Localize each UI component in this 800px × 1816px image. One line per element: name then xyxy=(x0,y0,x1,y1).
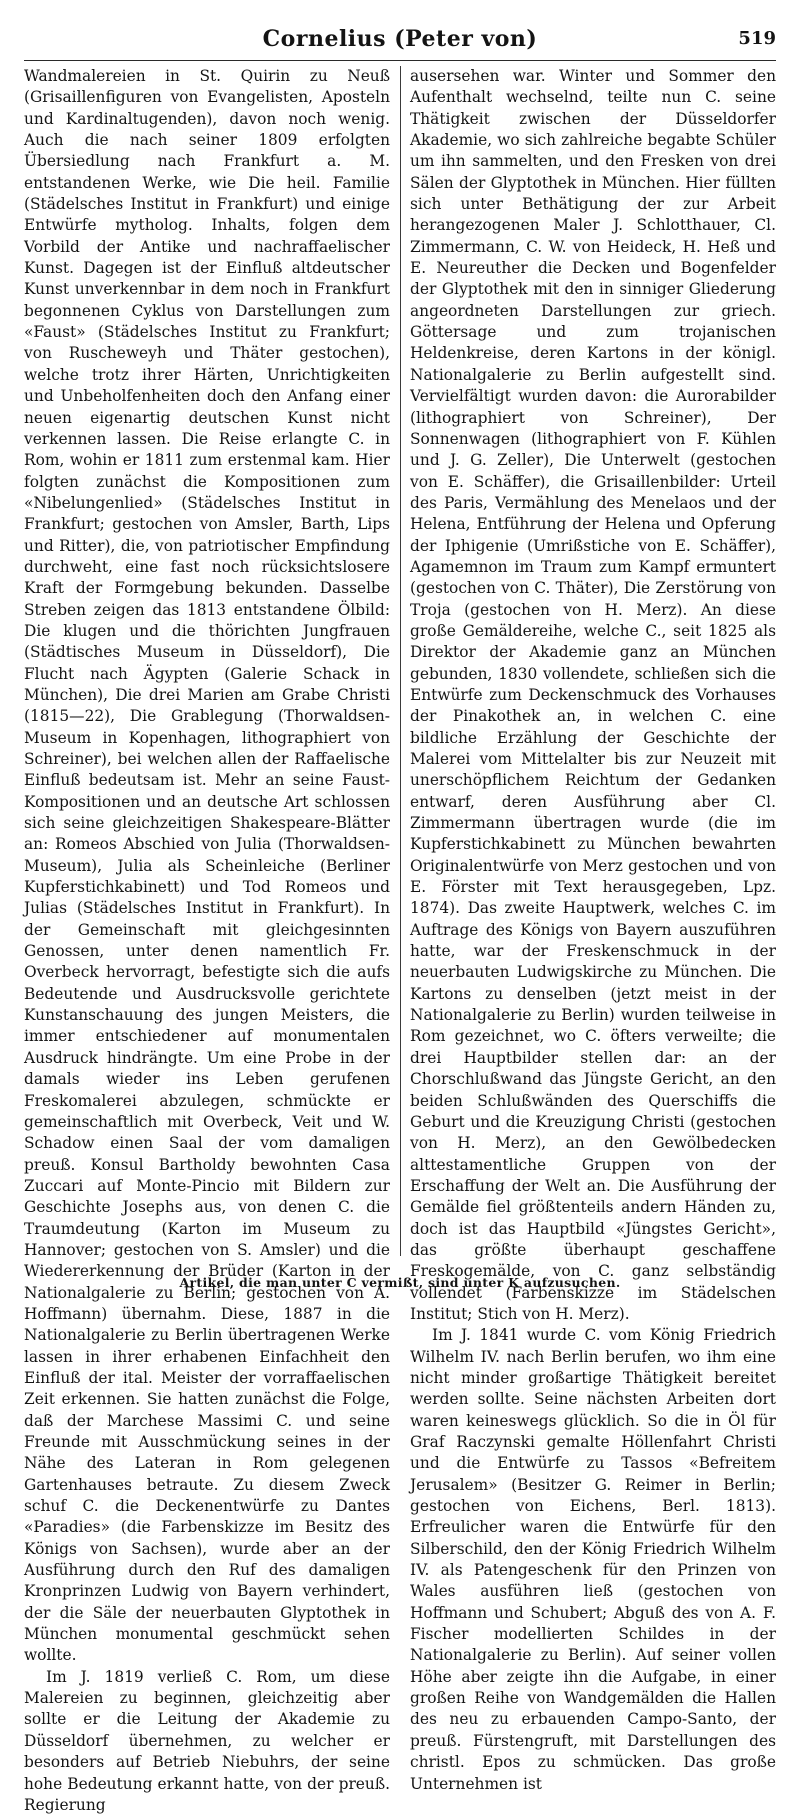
page-number: 519 xyxy=(738,28,776,49)
paragraph: Im J. 1819 verließ C. Rom, um diese Malereien zu beginnen, gleichzeitig aber sollte er die Leitung der Akademie zu Düsseldorf übernehmen, zu welcher er besonders auf Betrieb Niebuhrs, der seine hohe Bedeutung erkannt hatte, von der preuß. Regierung xyxy=(24,1667,390,1814)
footer-note: Artikel, die man unter C vermißt, sind unter K aufzusuchen. xyxy=(179,1275,621,1290)
column-divider xyxy=(400,66,401,1256)
right-column xyxy=(410,66,776,1793)
paragraph: ausersehen war. Winter und Sommer den Aufenthalt wechselnd, teilte nun C. seine Thätigkeit zwischen der Düsseldorfer Akademie, wo sich zahlreiche begabte Schüler um ihn sammelten, und den Fresken von drei Sälen der Glyptothek in München. Hier füllten sich unter Bethätigung der zur Arbeit herangezogenen Maler J. Schlotthauer, Cl. Zimmermann, C. W. von Heideck, H. Heß und E. Neureuther die Decken und Bogenfelder der Glyptothek mit den in sinniger Gliederung angeordneten Darstellungen zur griech. Göttersage und zum trojanischen Heldenkreise, deren Kartons in der königl. Nationalgalerie zu Berlin aufgestellt sind. Vervielfältigt wurden davon: die Aurorabilder (lithographiert von Schreiner), Der Sonnenwagen (lithographiert von F. Kühlen und J. G. Zeller), Die Unterwelt (gestochen von E. Schäffer), die Grisaillenbilder: Urteil des Paris, Vermählung des Menelaos und der Helena, Entführung der Helena und Opferung der Iphigenie (Umrißstiche von E. Schäffer), Agamemnon im Traum zum Kampf ermuntert (gestochen von C. Thäter), Die Zerstörung von Troja (gestochen von H. Merz). An diese große Gemäldereihe, welche C., seit 1825 als Direktor der Akademie ganz an München gebunden, 1830 vollendete, schließen sich die Entwürfe zum Deckenschmuck des Vorhauses der Pinakothek an, in welchen C. eine bildliche Erzählung der Geschichte der Malerei vom Mittelalter bis zur Neuzeit mit unerschöpflichem Reichtum der Gedanken entwarf, deren Ausführung aber Cl. Zimmermann übertragen wurde (die im Kupferstichkabinett zu München bewahrten Originalentwürfe von Merz gestochen und von E. Förster mit Text herausgegeben, Lpz. 1874). Das zweite Hauptwerk, welches C. im Auftrage des Königs von Bayern auszuführen hatte, war der Freskenschmuck in der neuerbauten Ludwigskirche zu München. Die Kartons zu denselben (jetzt meist in der Nationalgalerie zu Berlin) wurden teilweise in Rom gezeichnet, wo C. öfters verweilte; die drei Hauptbilder stellen dar: an der Chorschlußwand das Jüngste Gericht, an den beiden Schlußwänden des Querschiffs die Geburt und die Kreuzigung Christi (gestochen von H. Merz), an den Gewölbedecken alttestamentliche Gruppen von der Erschaffung der Welt an. Die Ausführung der Gemälde fiel größtenteils andern Händen zu, doch ist das Hauptbild «Jüngstes Gericht», das größte überhaupt geschaffene Freskogemälde, von C. ganz selbständig vollendet (Farbenskizze im Städelschen Institut; Stich von H. Merz). xyxy=(410,67,776,1323)
paragraph: Im J. 1841 wurde C. vom König Friedrich Wilhelm IV. nach Berlin berufen, wo ihm eine nicht minder großartige Thätigkeit bereitet werden sollte. Seine nächsten Arbeiten dort waren keineswegs glücklich. So die in Öl für Graf Raczynski gemalte Höllenfahrt Christi und die Entwürfe zu Tassos «Befreitem Jerusalem» (Besitzer G. Reimer in Berlin; gestochen von Eichens, Berl. 1813). Erfreulicher waren die Entwürfe für den Silberschild, den der König Friedrich Wilhelm IV. als Patengeschenk für den Prinzen von Wales ausführen ließ (gestochen von Hoffmann und Schubert; Abguß des von A. F. Fischer modellierten Schildes in der Nationalgalerie zu Berlin). Auf seiner vollen Höhe aber zeigte ihn die Aufgabe, in einer großen Reihe von Wandgemälden die Hallen des neu zu erbauenden Campo-Santo, der preuß. Fürstengruft, mit Darstellungen des christl. Epos zu schmücken. Das große Unternehmen ist xyxy=(410,1326,776,1793)
left-column xyxy=(24,66,390,1814)
page-header xyxy=(24,26,776,56)
running-title: Cornelius (Peter von) xyxy=(262,26,538,52)
header-rule xyxy=(24,60,776,61)
paragraph: Wandmalereien in St. Quirin zu Neuß (Grisaillenfiguren von Evangelisten, Aposteln und Kardinaltugenden), davon noch wenig. Auch die nach seiner 1809 erfolgten Übersiedlung nach Frankfurt a. M. entstandenen Werke, wie Die heil. Familie (Städelsches Institut in Frankfurt) und einige Entwürfe mytholog. Inhalts, folgen dem Vorbild der Antike und nachraffaelischer Kunst. Dagegen ist der Einfluß altdeutscher Kunst unverkennbar in dem noch in Frankfurt begonnenen Cyklus von Darstellungen zum «Faust» (Städelsches Institut zu Frankfurt; von Ruscheweyh und Thäter gestochen), welche trotz ihrer Härten, Unrichtigkeiten und Unbeholfenheiten doch den Anfang einer neuen eigenartig deutschen Kunst nicht verkennen lassen. Die Reise erlangte C. in Rom, wohin er 1811 zum erstenmal kam. Hier folgten zunächst die Kompositionen zum «Nibelungenlied» (Städelsches Institut in Frankfurt; gestochen von Amsler, Barth, Lips und Ritter), die, von patriotischer Empfindung durchweht, eine fast noch rücksichtslosere Kraft der Formgebung bekunden. Dasselbe Streben zeigen das 1813 entstandene Ölbild: Die klugen und die thörichten Jungfrauen (Städtisches Museum in Düsseldorf), Die Flucht nach Ägypten (Galerie Schack in München), Die drei Marien am Grabe Christi (1815—22), Die Grablegung (Thorwaldsen-Museum in Kopenhagen, lithographiert von Schreiner), bei welchen allen der Raffaelische Einfluß bedeutsam ist. Mehr an seine Faust-Kompositionen und an deutsche Art schlossen sich seine gleichzeitigen Shakespeare-Blätter an: Romeos Abschied von Julia (Thorwaldsen-Museum), Julia als Scheinleiche (Berliner Kupferstichkabinett) und Tod Romeos und Julias (Städelsches Institut in Frankfurt). In der Gemeinschaft mit gleichgesinnten Genossen, unter denen namentlich Fr. Overbeck hervorragt, befestigte sich die aufs Bedeutende und Ausdrucksvolle gerichtete Kunstanschauung des jungen Meisters, die immer entschiedener auf monumentalen Ausdruck hindrängte. Um eine Probe in der damals wieder ins Leben gerufenen Freskomalerei abzulegen, schmückte er gemeinschaftlich mit Overbeck, Veit und W. Schadow einen Saal der vom damaligen preuß. Konsul Bartholdy bewohnten Casa Zuccari auf Monte-Pincio mit Bildern zur Geschichte Josephs aus, von denen C. die Traumdeutung (Karton im Museum zu Hannover; gestochen von S. Amsler) und die Wiedererkennung der Brüder (Karton in der Nationalgalerie zu Berlin; gestochen von A. Hoffmann) übernahm. Diese, 1887 in die Nationalgalerie zu Berlin übertragenen Werke lassen in ihrer erhabenen Einfachheit den Einfluß der ital. Meister der vorraffaelischen Zeit erkennen. Sie hatten zunächst die Folge, daß der Marchese Massimi C. und seine Freunde mit Ausschmückung seines in der Nähe des Lateran in Rom gelegenen Gartenhauses betraute. Zu diesem Zweck schuf C. die Deckenentwürfe zu Dantes «Paradies» (die Farbenskizze im Besitz des Königs von Sachsen), wurde aber an der Ausführung durch den Ruf des damaligen Kronprinzen Ludwig von Bayern verhindert, der die Säle der neuerbauten Glyptothek in München monumental geschmückt sehen wollte. xyxy=(24,67,390,1665)
